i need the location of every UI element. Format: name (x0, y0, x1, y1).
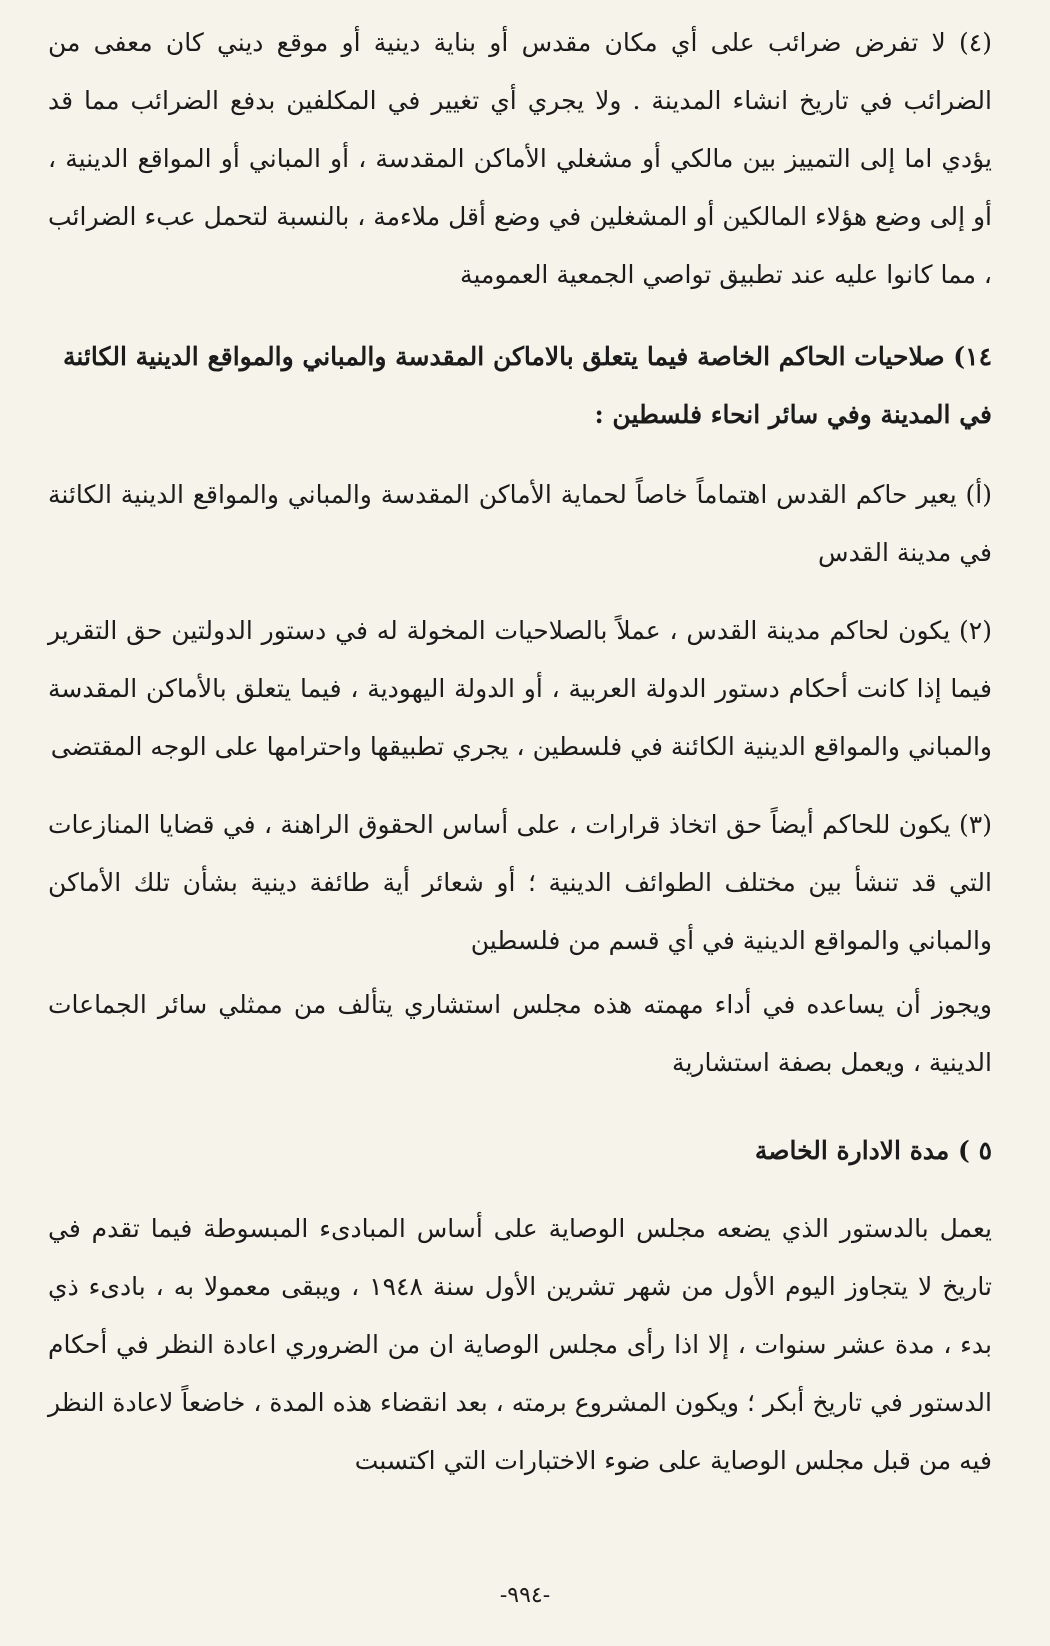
section-heading-14: ١٤) صلاحيات الحاكم الخاصة فيما يتعلق بالاماكن المقدسة والمباني والمواقع الدينية الكائنة في المدينة وفي سائر انحاء فلسطين : (63, 342, 992, 429)
section-heading-5: ٥ ) مدة الادارة الخاصة (754, 1136, 992, 1165)
paragraph-duration: يعمل بالدستور الذي يضعه مجلس الوصاية على أساس المبادىء المبسوطة فيما تقدم في تاريخ لا يتجاوز اليوم الأول من شهر تشرين الأول سنة ١٩٤٨ ، ويبقى معمولا به ، بادىء ذي بدء ، مدة عشر سنوات ، إلا اذا رأى مجلس الوصاية ان من الضروري اعادة النظر في أحكام الدستور في تاريخ أبكر ؛ ويكون المشروع برمته ، بعد انقضاء هذه المدة ، خاضعاً لاعادة النظر فيه من قبل مجلس الوصاية على ضوء الاختبارات التي اكتسبت (48, 1214, 992, 1475)
paragraph-advisory-council: ويجوز أن يساعده في أداء مهمته هذه مجلس استشاري يتألف من ممثلي سائر الجماعات الدينية ، ويعمل بصفة استشارية (48, 990, 992, 1077)
paragraph-item-a: (أ) يعير حاكم القدس اهتماماً خاصاً لحماية الأماكن المقدسة والمباني والمواقع الدينية الكائنة في مدينة القدس (48, 480, 992, 567)
paragraph-item-3: (٣) يكون للحاكم أيضاً حق اتخاذ قرارات ، على أساس الحقوق الراهنة ، في قضايا المنازعات التي قد تنشأ بين مختلف الطوائف الدينية ؛ أو شعائر أية طائفة دينية بشأن تلك الأماكن والمباني والمواقع الدينية في أي قسم من فلسطين (48, 810, 992, 955)
page-number: -٩٩٤- (499, 1583, 551, 1608)
paragraph-item-4: (٤) لا تفرض ضرائب على أي مكان مقدس أو بناية دينية أو موقع ديني كان معفى من الضرائب في تاريخ انشاء المدينة . ولا يجري أي تغيير في المكلفين بدفع الضرائب مما قد يؤدي اما إلى التمييز بين مالكي أو مشغلي الأماكن المقدسة ، أو المباني أو المواقع الدينية ، أو إلى وضع هؤلاء المالكين أو المشغلين في وضع أقل ملاءمة ، بالنسبة لتحمل عبء الضرائب ، مما كانوا عليه عند تطبيق تواصي الجمعية العمومية (48, 28, 992, 289)
paragraph-item-2: (٢) يكون لحاكم مدينة القدس ، عملاً بالصلاحيات المخولة له في دستور الدولتين حق التقرير فيما إذا كانت أحكام دستور الدولة العربية ، أو الدولة اليهودية ، فيما يتعلق بالأماكن المقدسة والمباني والمواقع الدينية الكائنة في فلسطين ، يجري تطبيقها واحترامها على الوجه المقتضى (48, 616, 992, 761)
